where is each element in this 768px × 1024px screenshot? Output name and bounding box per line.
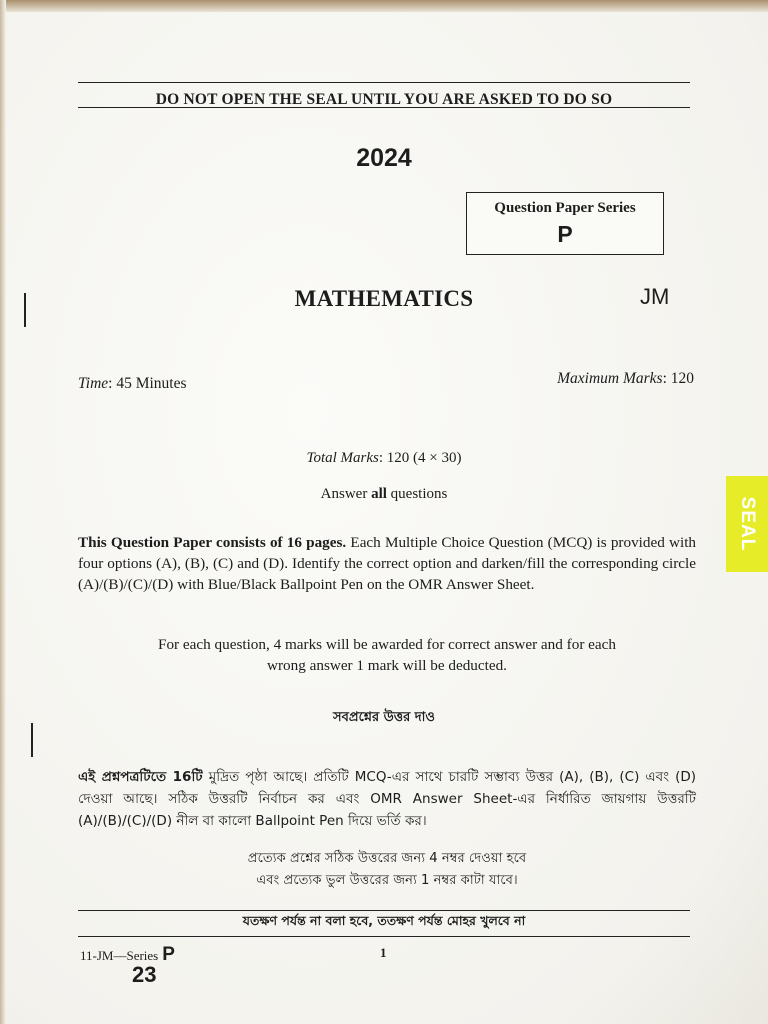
max-marks-value: : 120	[662, 370, 694, 387]
seal-tab	[726, 476, 768, 572]
bengali-marking-line-2: এবং প্রত্যেক ভুল উত্তরের জন্য 1 নম্বর কাটা যাবে।	[256, 873, 518, 888]
bengali-marking-scheme	[78, 848, 696, 892]
subject-code: JM	[640, 284, 670, 309]
total-marks-label: Total Marks	[306, 450, 379, 466]
seal-tab-label: SEAL	[737, 496, 758, 552]
margin-binding-mark	[31, 723, 33, 757]
answer-prefix: Answer	[320, 486, 372, 502]
seal-warning: DO NOT OPEN THE SEAL UNTIL YOU ARE ASKED TO DO SO	[155, 91, 613, 108]
english-instructions-text: Each Multiple Choice Question (MCQ) is provided with four options (A), (B), (C) and (D). Identify the correct option and darken/fill the corresponding circle (A)/(B)/(C)/(D) with Blue/Black Ballpoint Pen on the OMR Answer Sheet.	[78, 534, 697, 593]
footer-series-code	[80, 944, 175, 966]
bengali-marking-line-1: প্রত্যেক প্রশ্নের সঠিক উত্তরের জন্য 4 নম্বর দেওয়া হবে	[247, 851, 527, 866]
answer-bold: all	[371, 486, 387, 502]
bengali-instructions-lead: এই প্রশ্নপত্রটিতে 16টি	[78, 769, 203, 785]
bottom-rule-upper	[78, 910, 690, 911]
max-marks-label: Maximum Marks	[557, 370, 663, 387]
bottom-rule-lower	[78, 936, 690, 937]
time-label: Time	[78, 375, 109, 392]
footer-number: 23	[132, 962, 157, 987]
english-instructions	[78, 532, 696, 595]
english-marking-line-1: For each question, 4 marks will be awarded for correct answer and for each	[158, 636, 616, 653]
total-marks	[0, 450, 768, 467]
answer-all-instruction	[0, 486, 768, 503]
english-marking-scheme	[78, 634, 696, 676]
footer-code-series: P	[162, 944, 175, 965]
english-instructions-lead: This Question Paper consists of 16 pages.	[78, 534, 347, 551]
page-number: 1	[380, 945, 387, 960]
footer-code-prefix: 11-JM—Series	[80, 948, 159, 963]
bengali-instructions-text: মুদ্রিত পৃষ্ঠা আছে। প্রতিটি MCQ-এর সাথে চারটি সম্ভাব্য উত্তর (A), (B), (C) এবং (D) দেওয়া আছে। সঠিক উত্তরটি নির্বাচন কর এবং OMR Answer Sheet-এর নির্ধারিত জায়গায় উত্তরটি (A)/(B)/(C)/(D) নীল বা কালো Ballpoint Pen দিয়ে ভর্তি কর।	[78, 769, 696, 829]
page-edge-shadow	[0, 0, 768, 12]
english-marking-line-2: wrong answer 1 mark will be deducted.	[267, 657, 507, 674]
series-label: Question Paper Series	[494, 200, 636, 216]
series-letter: P	[557, 221, 573, 247]
top-rule-lower	[78, 107, 690, 108]
answer-suffix: questions	[386, 486, 448, 502]
time-allowed	[78, 375, 187, 393]
time-value: : 45 Minutes	[108, 375, 187, 392]
maximum-marks	[557, 370, 694, 388]
bengali-seal-warning: যতক্ষণ পর্যন্ত না বলা হবে, ততক্ষণ পর্যন্ত মোহর খুলবে না	[242, 913, 526, 928]
bengali-heading: সবপ্রশ্নের উত্তর দাও	[333, 710, 435, 725]
subject-title: MATHEMATICS	[294, 286, 474, 311]
bengali-instructions	[78, 766, 696, 832]
margin-binding-mark	[24, 293, 26, 327]
exam-year: 2024	[356, 144, 412, 172]
total-marks-value: : 120 (4 × 30)	[378, 450, 462, 466]
question-paper-series-box	[466, 192, 664, 255]
top-rule-upper	[78, 82, 690, 83]
